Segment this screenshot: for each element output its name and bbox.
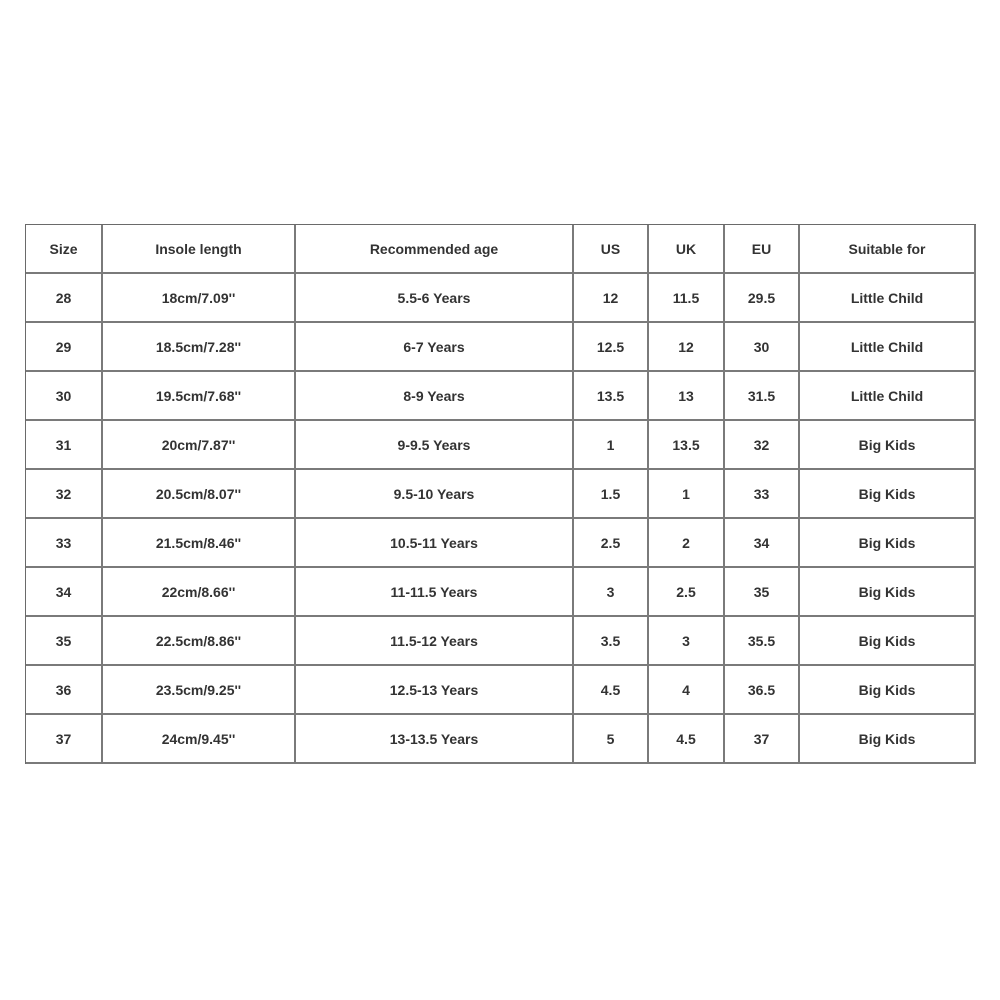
header-insole-length: Insole length — [103, 225, 296, 274]
cell-suitable-for: Big Kids — [800, 470, 976, 519]
cell-suitable-for: Big Kids — [800, 519, 976, 568]
cell-suitable-for: Little Child — [800, 372, 976, 421]
cell-suitable-for: Big Kids — [800, 568, 976, 617]
cell-eu: 32 — [725, 421, 800, 470]
table-row — [26, 666, 976, 715]
cell-eu: 31.5 — [725, 372, 800, 421]
cell-eu: 35 — [725, 568, 800, 617]
cell-uk: 12 — [649, 323, 725, 372]
cell-insole-length: 23.5cm/9.25'' — [103, 666, 296, 715]
cell-insole-length: 20.5cm/8.07'' — [103, 470, 296, 519]
cell-us: 1.5 — [574, 470, 649, 519]
header-row — [26, 225, 976, 274]
table-row — [26, 519, 976, 568]
cell-eu: 33 — [725, 470, 800, 519]
cell-size: 37 — [26, 715, 103, 764]
cell-size: 29 — [26, 323, 103, 372]
cell-uk: 2.5 — [649, 568, 725, 617]
cell-us: 3 — [574, 568, 649, 617]
cell-uk: 2 — [649, 519, 725, 568]
cell-uk: 4 — [649, 666, 725, 715]
cell-size: 28 — [26, 274, 103, 323]
cell-us: 1 — [574, 421, 649, 470]
header-eu: EU — [725, 225, 800, 274]
header-us: US — [574, 225, 649, 274]
cell-recommended-age: 9.5-10 Years — [296, 470, 574, 519]
cell-insole-length: 24cm/9.45'' — [103, 715, 296, 764]
cell-recommended-age: 12.5-13 Years — [296, 666, 574, 715]
table-header — [26, 225, 976, 274]
cell-recommended-age: 11.5-12 Years — [296, 617, 574, 666]
header-size: Size — [26, 225, 103, 274]
cell-uk: 11.5 — [649, 274, 725, 323]
cell-us: 3.5 — [574, 617, 649, 666]
cell-size: 33 — [26, 519, 103, 568]
header-recommended-age: Recommended age — [296, 225, 574, 274]
cell-recommended-age: 5.5-6 Years — [296, 274, 574, 323]
size-chart-table — [25, 224, 976, 764]
table-row — [26, 421, 976, 470]
cell-recommended-age: 6-7 Years — [296, 323, 574, 372]
cell-insole-length: 21.5cm/8.46'' — [103, 519, 296, 568]
cell-suitable-for: Big Kids — [800, 421, 976, 470]
table-row — [26, 470, 976, 519]
cell-recommended-age: 11-11.5 Years — [296, 568, 574, 617]
cell-eu: 30 — [725, 323, 800, 372]
cell-uk: 13 — [649, 372, 725, 421]
table-row — [26, 372, 976, 421]
table-row — [26, 617, 976, 666]
cell-insole-length: 18.5cm/7.28'' — [103, 323, 296, 372]
cell-eu: 29.5 — [725, 274, 800, 323]
cell-uk: 1 — [649, 470, 725, 519]
cell-eu: 37 — [725, 715, 800, 764]
cell-suitable-for: Big Kids — [800, 715, 976, 764]
cell-insole-length: 22cm/8.66'' — [103, 568, 296, 617]
table-row — [26, 568, 976, 617]
cell-insole-length: 19.5cm/7.68'' — [103, 372, 296, 421]
cell-uk: 3 — [649, 617, 725, 666]
cell-insole-length: 18cm/7.09'' — [103, 274, 296, 323]
cell-suitable-for: Little Child — [800, 323, 976, 372]
table-row — [26, 274, 976, 323]
cell-eu: 34 — [725, 519, 800, 568]
cell-suitable-for: Little Child — [800, 274, 976, 323]
header-uk: UK — [649, 225, 725, 274]
cell-size: 31 — [26, 421, 103, 470]
cell-us: 12.5 — [574, 323, 649, 372]
cell-eu: 36.5 — [725, 666, 800, 715]
cell-uk: 4.5 — [649, 715, 725, 764]
cell-recommended-age: 13-13.5 Years — [296, 715, 574, 764]
cell-us: 12 — [574, 274, 649, 323]
cell-suitable-for: Big Kids — [800, 617, 976, 666]
cell-recommended-age: 10.5-11 Years — [296, 519, 574, 568]
cell-insole-length: 20cm/7.87'' — [103, 421, 296, 470]
table-body — [26, 274, 976, 764]
cell-recommended-age: 9-9.5 Years — [296, 421, 574, 470]
table-row — [26, 715, 976, 764]
header-suitable-for: Suitable for — [800, 225, 976, 274]
cell-eu: 35.5 — [725, 617, 800, 666]
cell-uk: 13.5 — [649, 421, 725, 470]
cell-us: 2.5 — [574, 519, 649, 568]
cell-recommended-age: 8-9 Years — [296, 372, 574, 421]
cell-insole-length: 22.5cm/8.86'' — [103, 617, 296, 666]
cell-us: 5 — [574, 715, 649, 764]
cell-size: 36 — [26, 666, 103, 715]
cell-suitable-for: Big Kids — [800, 666, 976, 715]
cell-size: 34 — [26, 568, 103, 617]
cell-us: 13.5 — [574, 372, 649, 421]
cell-size: 35 — [26, 617, 103, 666]
cell-size: 32 — [26, 470, 103, 519]
cell-size: 30 — [26, 372, 103, 421]
cell-us: 4.5 — [574, 666, 649, 715]
table-row — [26, 323, 976, 372]
